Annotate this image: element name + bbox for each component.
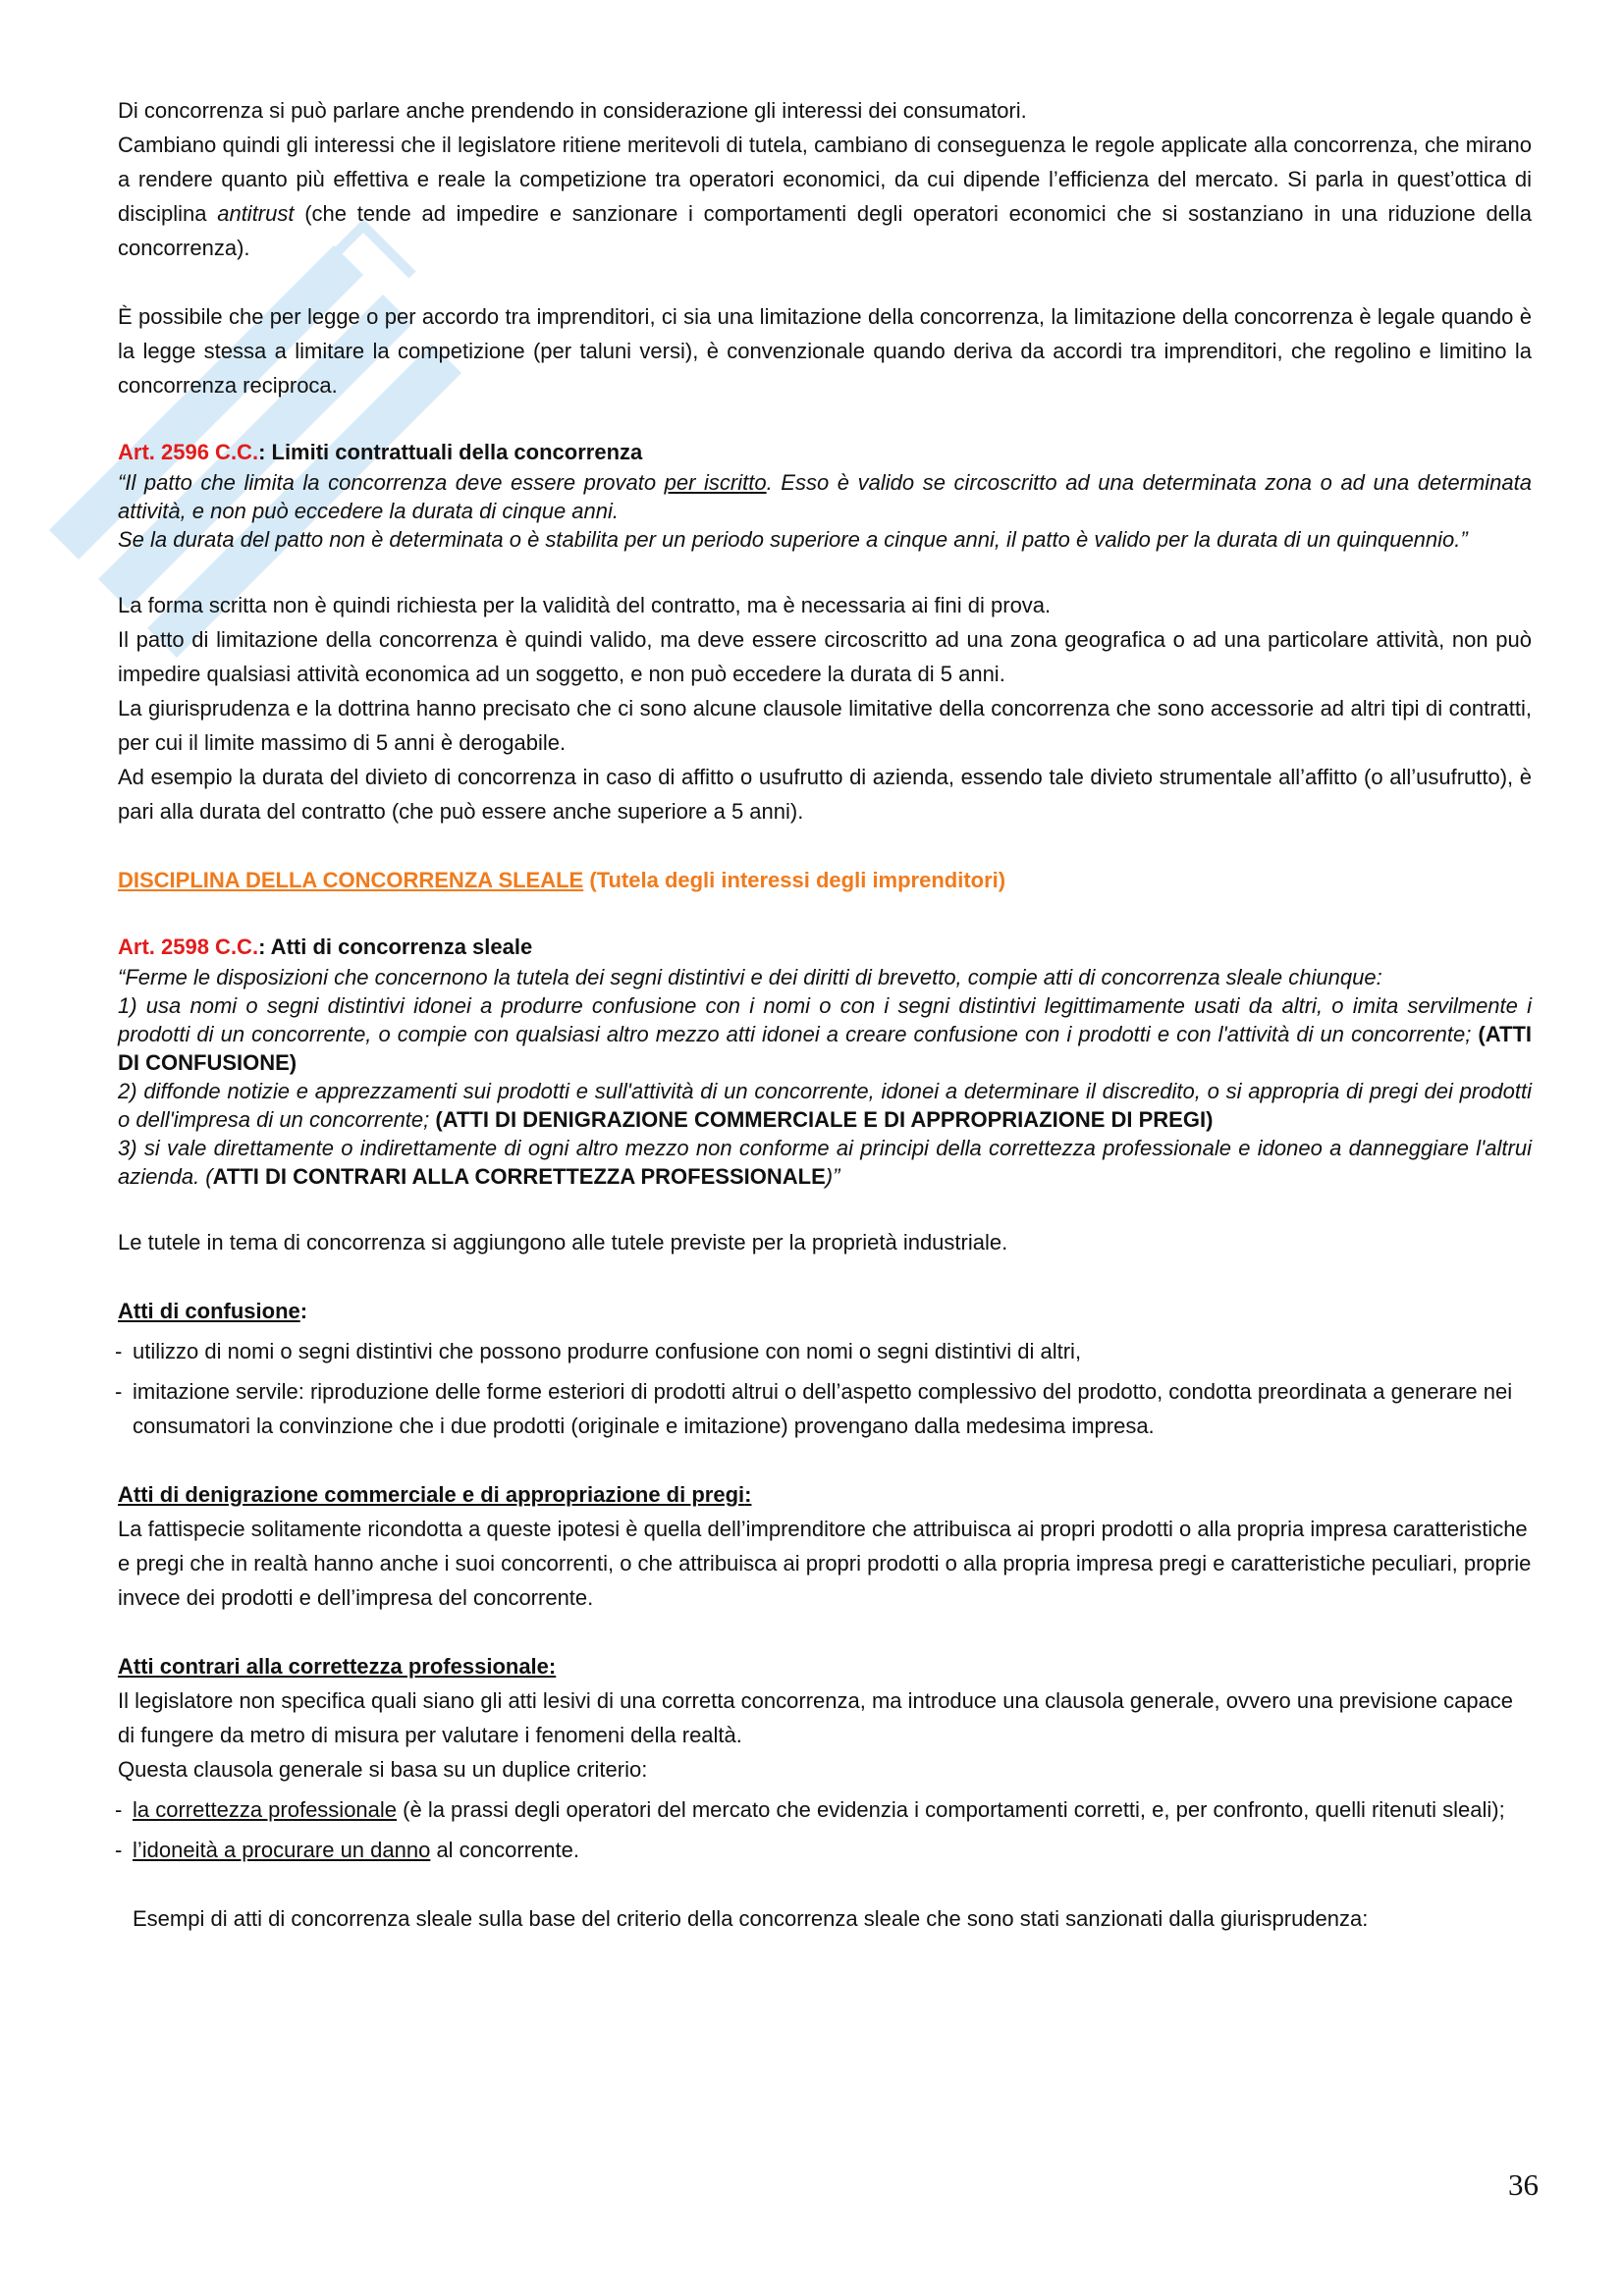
list-item: - utilizzo di nomi o segni distintivi che possono produrre confusione con nomi o segni distintivi di altri,	[115, 1339, 1082, 1363]
intro-line-1: Di concorrenza si può parlare anche prendendo in considerazione gli interessi dei consumatori.	[118, 98, 1027, 123]
tutele-paragraph: Le tutele in tema di concorrenza si aggiungono alle tutele previste per la proprietà industriale.	[118, 1230, 1008, 1255]
form-paragraph-3: La giurisprudenza e la dottrina hanno precisato che ci sono alcune clausole limitative della concorrenza che sono accessorie ad altri tipi di contratti, per cui il limite massimo di 5 anni è derogabile.	[118, 696, 1532, 755]
correttezza-paragraph-2: Questa clausola generale si basa su un duplice criterio:	[118, 1757, 648, 1782]
art-2596-quote: “Il patto che limita la concorrenza deve essere provato per iscritto. Esso è valido se circoscritto ad una determinata zona o ad una determinata attività, e non può eccedere la durata di cinque anni. Se la durata del patto non è determinata o è stabilita per un periodo superiore a cinque anni, il patto è valido per la durata di un quinquennio.”	[118, 470, 1532, 552]
list-item: - la correttezza professionale (è la prassi degli operatori del mercato che evidenzia i comportamenti corretti, e, per confronto, quelli ritenuti sleali);	[115, 1797, 1505, 1822]
denigrazione-heading: Atti di denigrazione commerciale e di appropriazione di pregi:	[118, 1482, 752, 1507]
section-heading: DISCIPLINA DELLA CONCORRENZA SLEALE (Tutela degli interessi degli imprenditori)	[118, 868, 1006, 892]
form-paragraph-1: La forma scritta non è quindi richiesta per la validità del contratto, ma è necessaria ai fini di prova.	[118, 593, 1052, 617]
correttezza-heading: Atti contrari alla correttezza professionale:	[118, 1654, 557, 1679]
legal-limit-paragraph: È possibile che per legge o per accordo tra imprenditori, ci sia una limitazione della concorrenza, la limitazione della concorrenza è legale quando è la legge stessa a limitare la competizione (per taluni versi), è convenzionale quando deriva da accordi tra imprenditori, che regolino e limitino la concorrenza reciproca.	[118, 304, 1532, 398]
form-paragraph-4: Ad esempio la durata del divieto di concorrenza in caso di affitto o usufrutto di azienda, essendo tale divieto strumentale all’affitto (o all’usufrutto), è pari alla durata del contratto (che può essere anche superiore a 5 anni).	[118, 765, 1532, 824]
art-2598-heading: Art. 2598 C.C.: Atti di concorrenza sleale	[118, 934, 533, 959]
esempi-paragraph: Esempi di atti di concorrenza sleale sulla base del criterio della concorrenza sleale che sono stati sanzionati dalla giurisprudenza:	[133, 1906, 1369, 1931]
page-number: 36	[1508, 2167, 1539, 2202]
art-2598-quote: “Ferme le disposizioni che concernono la tutela dei segni distintivi e dei diritti di brevetto, compie atti di concorrenza sleale chiunque: 1) usa nomi o segni distintivi idonei a produrre confusione con i nomi o con i segni distintivi legittimamente usati da altri, o imita servilmente i prodotti di un concorrente, o compie con qualsiasi altro mezzo atti idonei a creare confusione con i prodotti e con l'attività di un concorrente; (ATTI DI CONFUSIONE) 2) diffonde notizie e apprezzamenti sui prodotti e sull'attività di un concorrente, idonei a determinare il discredito, o si appropria di pregi dei prodotti o dell'impresa di un concorrente; (ATTI DI DENIGRAZIONE COMMERCIALE E DI APPROPRIAZIONE DI PREGI) 3) si vale direttamente o indirettamente di ogni altro mezzo non conforme ai principi della correttezza professionale e idoneo a danneggiare l'altrui azienda. (ATTI DI CONTRARI ALLA CORRETTEZZA PROFESSIONALE)”	[118, 965, 1532, 1189]
list-item: - imitazione servile: riproduzione delle forme esteriori di prodotti altrui o dell’aspetto complessivo del prodotto, condotta preordinata a generare nei consumatori la convinzione che i due prodotti (originale e imitazione) provengano dalla medesima impresa.	[115, 1379, 1513, 1438]
art-2596-heading: Art. 2596 C.C.: Limiti contrattuali della concorrenza	[118, 440, 643, 464]
list-item: - l’idoneità a procurare un danno al concorrente.	[115, 1838, 579, 1862]
document-page	[115, 93, 1532, 1936]
intro-paragraph: Cambiano quindi gli interessi che il legislatore ritiene meritevoli di tutela, cambiano di conseguenza le regole applicate alla concorrenza, che mirano a rendere quanto più effettiva e reale la competizione tra operatori economici, da cui dipende l’efficienza del mercato. Si parla in quest’ottica di disciplina antitrust (che tende ad impedire e sanzionare i comportamenti degli operatori economici che si sostanziano in una riduzione della concorrenza).	[118, 133, 1532, 260]
correttezza-paragraph-1: Il legislatore non specifica quali siano gli atti lesivi di una corretta concorrenza, ma introduce una clausola generale, ovvero una previsione capace di fungere da metro di misura per valutare i fenomeni della realtà.	[118, 1688, 1514, 1747]
form-paragraph-2: Il patto di limitazione della concorrenza è quindi valido, ma deve essere circoscritto ad una zona geografica o ad una particolare attività, non può impedire qualsiasi attività economica ad un soggetto, e non può eccedere la durata di 5 anni.	[118, 627, 1532, 686]
confusione-heading: Atti di confusione:	[118, 1299, 308, 1323]
denigrazione-paragraph: La fattispecie solitamente ricondotta a queste ipotesi è quella dell’imprenditore che attribuisca ai propri prodotti o alla propria impresa caratteristiche e pregi che in realtà hanno anche i suoi concorrenti, o che attribuisca ai propri prodotti o alla propria impresa pregi e caratteristiche peculiari, proprie invece dei prodotti e dell’impresa del concorrente.	[118, 1517, 1532, 1610]
